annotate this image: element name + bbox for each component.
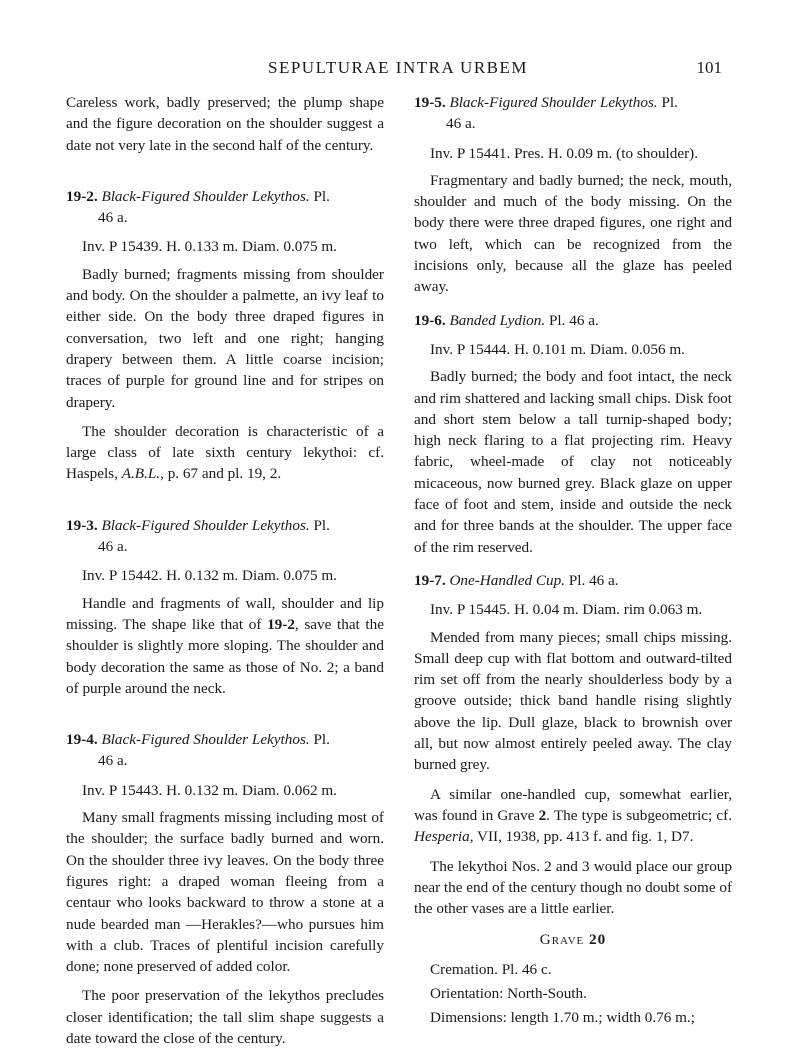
inventory-line: Inv. P 15442. H. 0.132 m. Diam. 0.075 m. bbox=[82, 567, 337, 585]
entry-plate-cont: 46 a. bbox=[446, 115, 476, 133]
note-text: , p. 67 and pl. 19, 2. bbox=[160, 465, 282, 483]
note-text: , VII, 1938, pp. 413 f. and fig. 1, D7. bbox=[469, 828, 694, 846]
note-text: . The type is subgeometric; cf. bbox=[546, 806, 733, 824]
inventory-line: Inv. P 15441. Pres. H. 0.09 m. (to shoulder). bbox=[430, 144, 699, 162]
entry-description: Fragmentary and badly burned; the neck, mouth, shoulder and much of the body missing. On the body there were three draped figures, one right and two left, which can be recognized from the incisions only, because all the glaze has peeled away. bbox=[414, 171, 732, 296]
entry-description bbox=[66, 593, 384, 699]
note-text: A similar one-handled cup, somewhat earlier, was found in Grave bbox=[414, 785, 732, 824]
entry-19-2 bbox=[66, 186, 384, 485]
entry-title bbox=[66, 515, 384, 558]
entry-plate: Pl. bbox=[661, 94, 678, 111]
entry-number: 19-5. bbox=[414, 94, 446, 111]
grave-number: 20 bbox=[589, 931, 607, 949]
entry-19-7 bbox=[414, 570, 732, 919]
inventory-line: Inv. P 15443. H. 0.132 m. Diam. 0.062 m. bbox=[82, 781, 337, 799]
entry-note: The lekythoi Nos. 2 and 3 would place our group near the end of the century though no doubt some of the other vases are a little earlier. bbox=[414, 857, 733, 918]
entry-description: Many small fragments missing including most of the shoulder; the surface badly burned and worn. On the shoulder three ivy leaves. On the body three figures right: a draped woman fleeing from a centaur who looks backward to throw a stone at a nude bearded man —Herakles?—who pursues him with a club. Traces of plentiful incision carefully done; none preserved of added color. bbox=[66, 809, 384, 976]
running-title: SEPULTURAE INTRA URBEM bbox=[268, 58, 529, 77]
entry-title bbox=[414, 570, 732, 591]
entry-title bbox=[66, 729, 384, 772]
entry-number: 19-7. bbox=[414, 571, 446, 589]
grave-label: Grave bbox=[539, 931, 585, 949]
entry-19-5 bbox=[414, 92, 732, 298]
right-column bbox=[414, 92, 732, 1029]
running-head bbox=[0, 58, 792, 82]
desc-text: , save that the shoulder is slightly more sloping. The shoulder and body decoration the same as those of No. 2; a band of purple around the neck. bbox=[66, 615, 384, 697]
inventory-line: Inv. P 15444. H. 0.101 m. Diam. 0.056 m. bbox=[430, 340, 685, 358]
entry-number: 19-6. bbox=[414, 311, 446, 329]
entry-plate-cont: 46 a. bbox=[98, 752, 128, 770]
entry-plate: Pl. bbox=[313, 731, 330, 749]
entry-name: Black-Figured Shoulder Lekythos. bbox=[449, 94, 658, 111]
grave-cremation: Cremation. Pl. 46 c. bbox=[430, 960, 552, 978]
desc-text: Handle and fragments of wall, shoulder and lip missing. The shape like that of bbox=[66, 594, 384, 633]
grave-orientation: Orientation: North-South. bbox=[430, 984, 587, 1002]
note-text: The shoulder decoration is characteristic of a large class of late sixth century lekythoi: cf. Haspels, bbox=[66, 422, 384, 483]
entry-name: Black-Figured Shoulder Lekythos. bbox=[101, 731, 310, 749]
entry-note: The poor preservation of the lekythos precludes closer identification; the tall slim shape suggests a date toward the close of the century. bbox=[66, 987, 384, 1047]
entry-plate: Pl. 46 a. bbox=[568, 571, 619, 589]
entry-number: 19-3. bbox=[66, 516, 98, 534]
entry-description: Badly burned; the body and foot intact, the neck and rim shattered and lacking small chips. Disk foot and short stem below a tall turnip-shaped body; high neck flaring to a flat projecting rim. Heavy fabric, wheel-made of clay not noticeably micaceous, now burned grey. Black glaze on upper face of foot and stem, inside and outside the neck and for three bands at the shoulder. The upper face of the rim reserved. bbox=[414, 368, 732, 556]
inventory-line: Inv. P 15439. H. 0.133 m. Diam. 0.075 m. bbox=[82, 238, 337, 256]
entry-plate: Pl. bbox=[313, 187, 330, 205]
entry-19-4 bbox=[66, 729, 384, 1049]
entry-name: One-Handled Cup. bbox=[449, 571, 566, 589]
entry-name: Banded Lydion. bbox=[449, 311, 546, 329]
grave-dimensions: Dimensions: length 1.70 m.; width 0.76 m.; bbox=[430, 1009, 695, 1027]
inventory-line: Inv. P 15445. H. 0.04 m. Diam. rim 0.063 m. bbox=[430, 601, 703, 619]
page-number: 101 bbox=[696, 58, 722, 77]
abl-ref: A.B.L. bbox=[121, 465, 161, 483]
left-column bbox=[66, 92, 384, 1049]
hesperia-ref: Hesperia bbox=[414, 828, 470, 846]
entry-name: Black-Figured Shoulder Lekythos. bbox=[101, 516, 310, 534]
entry-name: Black-Figured Shoulder Lekythos. bbox=[101, 187, 310, 205]
entry-description: Mended from many pieces; small chips missing. Small deep cup with flat bottom and outward-tilted rim set off from the nearly shoulderless body by a groove outside; thick band handle rising slightly above the lip. Dull glaze, black to brownish over all, but now almost entirely peeled away. The clay burned grey. bbox=[414, 628, 732, 774]
entry-19-6 bbox=[414, 310, 732, 558]
entry-plate-cont: 46 a. bbox=[98, 209, 128, 227]
entry-note bbox=[66, 421, 384, 485]
entry-note bbox=[414, 784, 732, 848]
cross-ref: 19-2 bbox=[267, 615, 295, 633]
entry-number: 19-2. bbox=[66, 187, 98, 205]
entry-title bbox=[414, 310, 732, 331]
entry-plate: Pl. bbox=[313, 516, 330, 534]
entry-number: 19-4. bbox=[66, 731, 98, 749]
grave-20-section bbox=[414, 929, 732, 1028]
intro-paragraph: Careless work, badly preserved; the plump shape and the figure decoration on the shoulder suggest a date not very late in the second half of the century. bbox=[66, 94, 384, 154]
entry-title bbox=[414, 92, 732, 135]
entry-19-3 bbox=[66, 515, 384, 699]
entry-description: Badly burned; fragments missing from shoulder and body. On the shoulder a palmette, an ivy leaf to either side. On the body three draped figures in conversation, two left and one right; hanging drapery between them. A little coarse incision; traces of purple for ground line and for stripes on drapery. bbox=[66, 265, 384, 411]
grave-ref: 2 bbox=[538, 806, 547, 824]
entry-plate: Pl. 46 a. bbox=[548, 311, 599, 329]
entry-plate-cont: 46 a. bbox=[98, 538, 128, 556]
grave-heading bbox=[414, 929, 732, 950]
entry-title bbox=[66, 186, 384, 229]
